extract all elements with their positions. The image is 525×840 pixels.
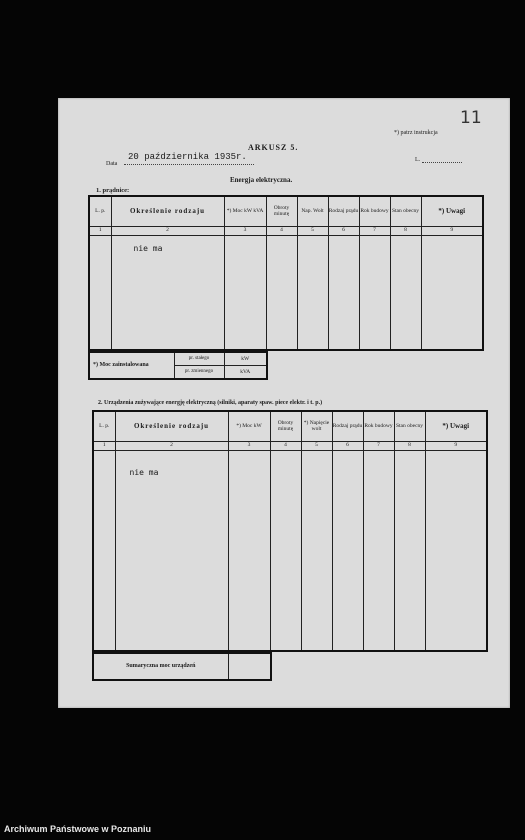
l-line <box>422 162 462 163</box>
l-label: L. <box>415 157 421 163</box>
archive-footer: Archiwum Państwowe w Poznaniu <box>4 824 152 834</box>
table-cell <box>111 235 224 350</box>
header-current-type: Rodzaj prądu <box>328 196 359 226</box>
table-cell <box>363 450 394 651</box>
installed-power-box <box>88 351 268 380</box>
table-cell <box>115 450 228 651</box>
date-value: 20 października 1935r. <box>128 152 247 162</box>
table-cell <box>93 450 115 651</box>
col-number: 2 <box>115 441 228 450</box>
table-cell <box>359 235 390 350</box>
table-cell <box>89 235 111 350</box>
col-number: 6 <box>328 226 359 235</box>
col-number: 7 <box>359 226 390 235</box>
col-number: 8 <box>390 226 421 235</box>
header-power: *) Moc kW kVA <box>224 196 266 226</box>
total-power-box <box>92 652 272 681</box>
entry-text: nie ma <box>129 467 159 477</box>
date-line <box>124 164 254 165</box>
col-number: 1 <box>93 441 115 450</box>
table-cell <box>394 450 425 651</box>
section-title: Energja elektryczna. <box>230 176 293 184</box>
sheet-title: ARKUSZ 5. <box>248 143 299 152</box>
header-current-type: Rodzaj prądu <box>332 411 363 441</box>
table-cell <box>421 235 483 350</box>
col-number: 2 <box>111 226 224 235</box>
header-notes: *) Uwagi <box>425 411 487 441</box>
table-cell <box>390 235 421 350</box>
table-cell <box>332 450 363 651</box>
header-voltage: Nap. Wolt <box>297 196 328 226</box>
section1-title: 1. prądnice: <box>96 187 130 194</box>
table-cell <box>228 450 270 651</box>
generators-table <box>88 195 484 351</box>
header-lp: L. p. <box>89 196 111 226</box>
table-cell <box>301 450 332 651</box>
col-number: 6 <box>332 441 363 450</box>
header-year: Rok budowy <box>363 411 394 441</box>
table-cell <box>266 235 297 350</box>
document-page <box>58 98 510 708</box>
table-cell <box>228 653 271 680</box>
table-cell <box>425 450 487 651</box>
header-lp: L. p. <box>93 411 115 441</box>
col-number: 4 <box>270 441 301 450</box>
header-rpm: Obroty minutę <box>266 196 297 226</box>
header-year: Rok budowy <box>359 196 390 226</box>
dc-label: pr. stałego <box>174 352 224 366</box>
header-name: Określenie rodzaju <box>111 196 224 226</box>
col-number: 7 <box>363 441 394 450</box>
col-number: 3 <box>224 226 266 235</box>
header-state: Stan obecny <box>390 196 421 226</box>
table-cell <box>297 235 328 350</box>
header-power: *) Moc kW <box>228 411 270 441</box>
header-rpm: Obroty minutę <box>270 411 301 441</box>
section2-title: 2. Urządzenia zużywające energję elektryczną (silniki, aparaty spaw. piece elektr. i t. p.) <box>98 400 323 406</box>
col-number: 8 <box>394 441 425 450</box>
col-number: 9 <box>421 226 483 235</box>
installed-power-label: *) Moc zainstalowana <box>89 352 174 379</box>
table-cell <box>328 235 359 350</box>
total-power-label: Sumaryczna moc urządzeń <box>93 653 228 680</box>
header-state: Stan obecny <box>394 411 425 441</box>
col-number: 3 <box>228 441 270 450</box>
col-number: 5 <box>297 226 328 235</box>
page-number: 11 <box>460 108 482 128</box>
col-number: 9 <box>425 441 487 450</box>
instruction-note: *) patrz instrukcja <box>394 130 438 136</box>
col-number: 5 <box>301 441 332 450</box>
col-number: 1 <box>89 226 111 235</box>
table-cell <box>270 450 301 651</box>
header-name: Określenie rodzaju <box>115 411 228 441</box>
unit-kva: kVA <box>224 366 267 380</box>
header-notes: *) Uwagi <box>421 196 483 226</box>
ac-label: pr. zmiennego <box>174 366 224 380</box>
date-label: Data <box>106 161 118 167</box>
entry-text: nie ma <box>133 243 163 253</box>
unit-kw: kW <box>224 352 267 366</box>
table-cell <box>224 235 266 350</box>
consumers-table <box>92 410 488 652</box>
header-voltage: *) Napięcie wolt <box>301 411 332 441</box>
col-number: 4 <box>266 226 297 235</box>
